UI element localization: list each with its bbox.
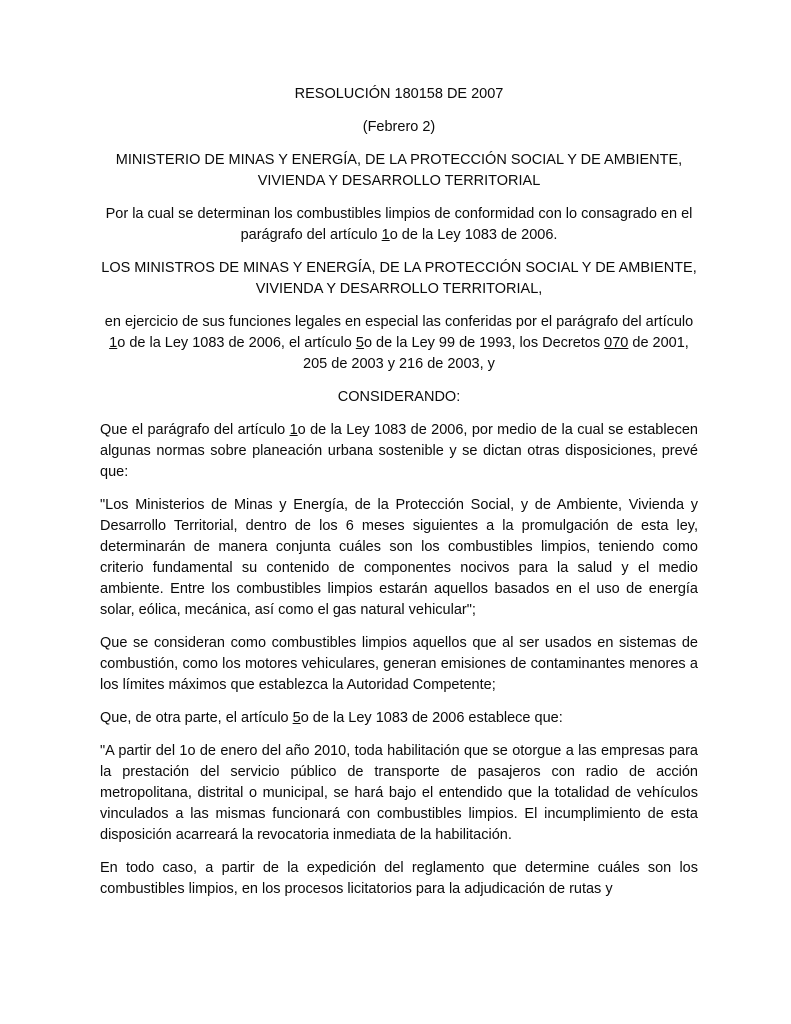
paragraph-text: Que se consideran como combustibles limpios aquellos que al ser usados en sistemas de combustión, como los motores vehiculares, generan emisiones de contaminantes menores a los límites máximos que establezca la Autoridad Competente; [100, 635, 698, 693]
paragraph-5-quote [100, 741, 698, 846]
subject-text-tail: o de la Ley 1083 de 2006. [389, 227, 558, 243]
ministries-heading: MINISTERIO DE MINAS Y ENERGÍA, DE LA PROTECCIÓN SOCIAL Y DE AMBIENTE, VIVIENDA Y DESARROLLO TERRITORIAL [115, 152, 683, 189]
paragraph-1 [100, 420, 698, 483]
doc-subject [100, 204, 698, 246]
paragraph-text: o de la Ley 1083 de 2006 establece que: [300, 710, 563, 726]
paragraph-4 [100, 708, 698, 729]
preamble-text: en ejercicio de sus funciones legales en especial las conferidas por el parágrafo del artículo [104, 314, 694, 330]
paragraph-text: o de la Ley 1083 de 2006, por medio de la cual se establecen algunas normas sobre planeación urbana sostenible y se dictan otras disposiciones, prevé que: [100, 422, 699, 480]
preamble-text: de 2001, 205 de 2003 y 216 de 2003, y [303, 335, 689, 372]
preamble-underlined-article-5: 5 [355, 335, 364, 351]
doc-date-line: (Febrero 2) [362, 119, 436, 135]
paragraph-6 [100, 858, 698, 900]
paragraph-2-quote [100, 495, 698, 621]
paragraph-text: "Los Ministerios de Minas y Energía, de la Protección Social, y de Ambiente, Vivienda y Desarrollo Territorial, dentro de los 6 meses siguientes a la promulgación de esta ley, determinarán de manera conjunta cuáles son los combustibles limpios, teniendo como criterio fundamental su contenido de componentes nocivos para la salud y el medio ambiente. Entre los combustibles limpios estarán aquellos basados en el uso de energía solar, eólica, mecánica, así como el gas natural vehicular"; [100, 497, 698, 618]
paragraph-underlined-number: 5 [292, 710, 301, 726]
doc-title: RESOLUCIÓN 180158 DE 2007 [294, 86, 504, 102]
subject-underlined-number: 1 [381, 227, 390, 243]
preamble-text: o de la Ley 99 de 1993, los Decretos [363, 335, 605, 351]
paragraph-underlined-number: 1 [289, 422, 298, 438]
paragraph-text: "A partir del 1o de enero del año 2010, toda habilitación que se otorgue a las empresas para la prestación del servicio público de transporte de pasajeros con radio de acción metropolitana, distrital o municipal, se hará bajo el entendido que la totalidad de vehículos vinculados a las mismas funcionará con combustibles limpios. El incumplimiento de esta disposición acarreará la revocatoria inmediata de la habilitación. [100, 743, 698, 843]
paragraph-text: En todo caso, a partir de la expedición del reglamento que determine cuáles son los combustibles limpios, en los procesos licitatorios para la adjudicación de rutas y [100, 860, 698, 897]
preamble [100, 312, 698, 375]
preamble-underlined-article-1: 1 [109, 335, 118, 351]
subject-text: Por la cual se determinan los combustibles limpios de conformidad con lo consagrado en el parágrafo del artículo [105, 206, 693, 243]
considerando-heading: CONSIDERANDO: [337, 389, 461, 405]
preamble-underlined-decree-070: 070 [604, 335, 629, 351]
paragraph-3 [100, 633, 698, 696]
preamble-text: o de la Ley 1083 de 2006, el artículo [117, 335, 356, 351]
ministers-heading: LOS MINISTROS DE MINAS Y ENERGÍA, DE LA PROTECCIÓN SOCIAL Y DE AMBIENTE, VIVIENDA Y DESARROLLO TERRITORIAL, [101, 260, 697, 297]
paragraph-text: Que el parágrafo del artículo [100, 422, 290, 438]
paragraph-text: Que, de otra parte, el artículo [100, 710, 293, 726]
